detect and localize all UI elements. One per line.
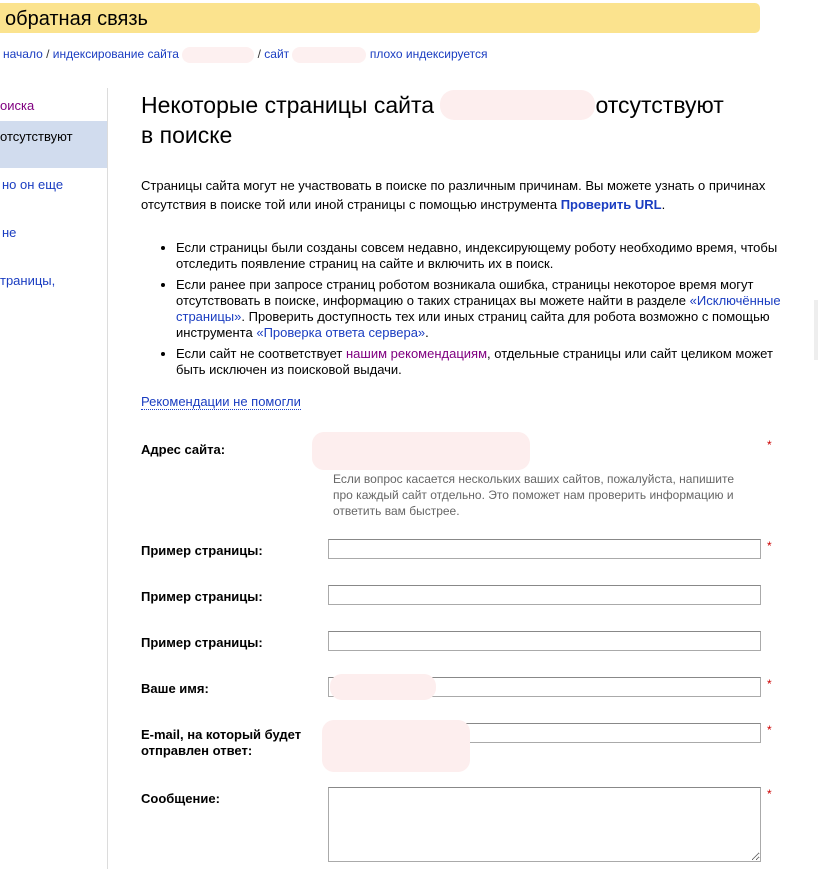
name-label: Ваше имя: bbox=[141, 681, 209, 696]
example-page-field-1[interactable] bbox=[328, 539, 761, 559]
list-item bbox=[176, 240, 796, 272]
sidebar-item-not[interactable]: не bbox=[2, 225, 17, 240]
reason-text: Если сайт не соответствует bbox=[176, 346, 346, 361]
reason-text: . bbox=[425, 325, 429, 340]
site-address-hint: Если вопрос касается нескольких ваших сайтов, пожалуйста, напишите про каждый сайт отдельно. Это поможет нам проверить информацию и ответить вам быстрее. bbox=[333, 472, 735, 518]
header-bar bbox=[0, 3, 760, 33]
reason-text: Если ранее при запросе страниц роботом возникала ошибка, страницы некоторое время могут отсутствовать в поиске, информацию о таких страницах вы можете найти в разделе bbox=[176, 277, 754, 308]
required-mark: * bbox=[767, 677, 772, 691]
reasons-list bbox=[141, 240, 796, 383]
breadcrumb-indexing-link[interactable]: индексирование сайта bbox=[52, 47, 179, 62]
required-mark: * bbox=[767, 539, 772, 553]
intro-end: . bbox=[661, 197, 666, 212]
example-page-input-3[interactable] bbox=[329, 632, 760, 650]
header-title: обратная связь bbox=[5, 8, 148, 30]
message-textarea[interactable] bbox=[329, 788, 760, 861]
sidebar bbox=[0, 88, 108, 869]
breadcrumb-current[interactable]: плохо индексируется bbox=[369, 47, 488, 62]
reason-text: . Проверить доступность тех или иных страниц сайта для робота возможно с помощью инструмента bbox=[176, 309, 770, 340]
list-item bbox=[176, 346, 796, 378]
message-field[interactable] bbox=[328, 787, 761, 862]
sidebar-item-missing[interactable] bbox=[0, 121, 107, 168]
scrollbar[interactable] bbox=[814, 300, 818, 360]
page-title-part1: Некоторые страницы сайта bbox=[141, 92, 435, 118]
example-page-label: Пример страницы: bbox=[141, 589, 263, 604]
example-page-field-3[interactable] bbox=[328, 631, 761, 651]
page-title-line2: в поиске bbox=[141, 122, 233, 148]
example-page-input-2[interactable] bbox=[329, 586, 760, 604]
breadcrumb-site-link[interactable]: сайт bbox=[264, 47, 290, 62]
redacted-site-address bbox=[312, 432, 530, 470]
breadcrumb-separator: / bbox=[257, 47, 265, 62]
breadcrumb-redacted-site bbox=[292, 47, 366, 63]
page-title bbox=[141, 90, 781, 150]
redacted-name bbox=[330, 674, 436, 700]
check-url-link[interactable]: Проверить URL bbox=[560, 197, 662, 212]
redacted-site-name bbox=[440, 90, 595, 120]
example-page-input-1[interactable] bbox=[329, 540, 760, 558]
excluded-pages-link[interactable]: «Исключённые страницы» bbox=[176, 293, 781, 324]
example-page-label: Пример страницы: bbox=[141, 635, 263, 650]
reason-text: , отдельные страницы или сайт целиком может быть исключен из поисковой выдачи. bbox=[176, 346, 773, 377]
email-label: E-mail, на который будет отправлен ответ: bbox=[141, 727, 302, 758]
intro-paragraph bbox=[141, 176, 771, 214]
redacted-email bbox=[322, 720, 470, 772]
breadcrumb-redacted-site bbox=[182, 47, 254, 63]
message-label: Сообщение: bbox=[141, 791, 220, 806]
required-mark: * bbox=[767, 787, 772, 801]
breadcrumb-separator: / bbox=[42, 47, 53, 62]
recommendations-not-helped-link[interactable]: Рекомендации не помогли bbox=[141, 394, 301, 409]
breadcrumb bbox=[3, 47, 488, 63]
sidebar-item-search[interactable]: оиска bbox=[0, 98, 35, 113]
sidebar-item-pages[interactable]: траницы, bbox=[0, 273, 56, 288]
reason-text: Если страницы были созданы совсем недавно, индексирующему роботу необходимо время, чтобы отследить появление страниц на сайте и включить их в поиск. bbox=[176, 240, 778, 271]
recommendations-link[interactable]: нашим рекомендациям bbox=[346, 346, 488, 361]
intro-text: Страницы сайта могут не участвовать в поиске по различным причинам. Вы можете узнать о причинах отсутствия в поиске той или иной страницы с помощью инструмента bbox=[141, 178, 766, 212]
sidebar-item-not-yet[interactable]: но он еще bbox=[2, 177, 64, 192]
site-address-label: Адрес сайта: bbox=[141, 442, 226, 457]
breadcrumb-start-link[interactable]: начало bbox=[3, 47, 43, 62]
list-item bbox=[176, 277, 796, 341]
page-title-part2: отсутствуют bbox=[595, 92, 724, 118]
example-page-label: Пример страницы: bbox=[141, 543, 263, 558]
required-mark: * bbox=[767, 723, 772, 737]
example-page-field-2[interactable] bbox=[328, 585, 761, 605]
sidebar-item-label: отсутствуют bbox=[0, 129, 73, 144]
server-response-link[interactable]: «Проверка ответа сервера» bbox=[256, 325, 426, 340]
required-mark: * bbox=[767, 438, 772, 452]
